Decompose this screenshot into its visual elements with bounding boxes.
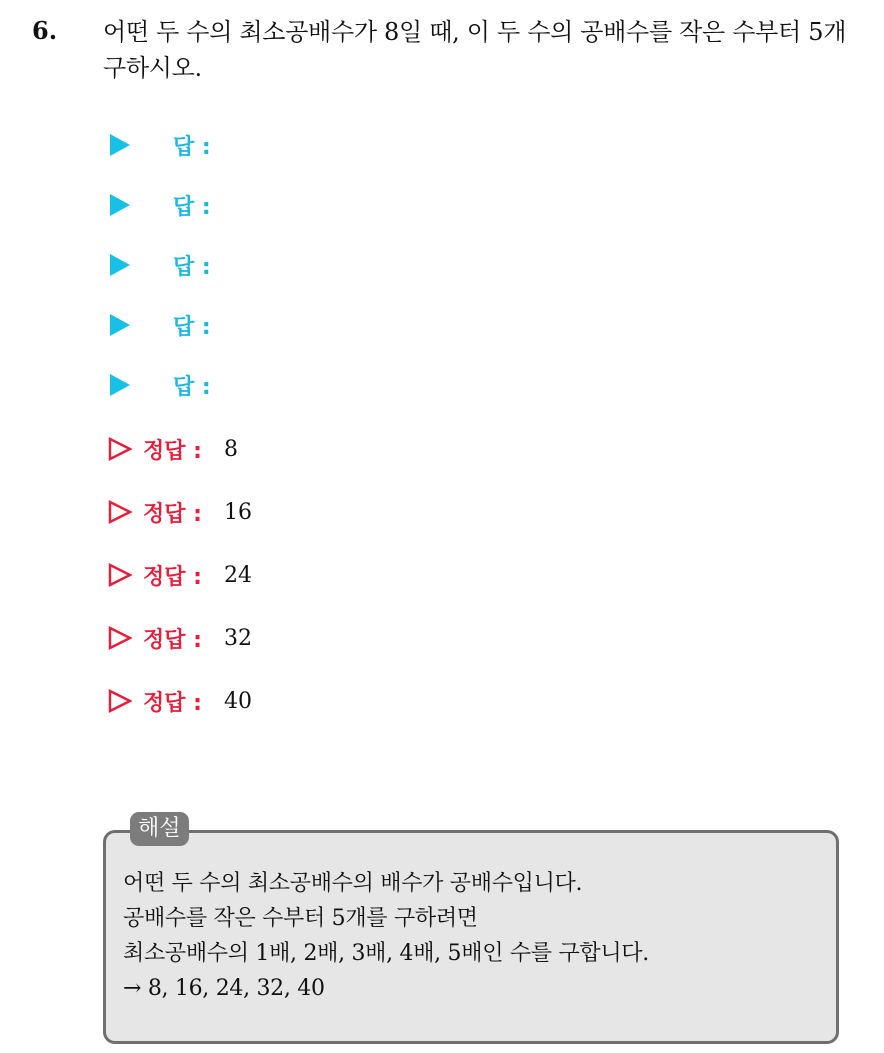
answer-row[interactable] [108, 247, 211, 283]
correct-answer-row [108, 557, 252, 593]
correct-answer-value: 16 [223, 499, 252, 525]
correct-answer-value: 24 [223, 562, 252, 588]
correct-answer-row [108, 620, 252, 656]
answer-row[interactable] [108, 127, 211, 163]
correct-answer-label: 정답 : [143, 627, 202, 653]
correct-answer-row [108, 431, 238, 467]
outline-triangle-icon [108, 689, 132, 713]
play-triangle-icon [110, 374, 130, 396]
correct-answer-row [108, 683, 252, 719]
answer-label: 답 : [173, 314, 211, 340]
correct-answer-label: 정답 : [143, 690, 202, 716]
correct-answer-label: 정답 : [143, 501, 202, 527]
explanation-text [123, 866, 823, 1006]
question-text: 어떤 두 수의 최소공배수가 8일 때, 이 두 수의 공배수를 작은 수부터 5개 구하시오. [103, 18, 847, 82]
question-number: 6. [32, 16, 58, 45]
play-triangle-icon [110, 254, 130, 276]
outline-triangle-icon [108, 437, 132, 461]
play-triangle-icon [110, 314, 130, 336]
answer-row[interactable] [108, 307, 211, 343]
answer-label: 답 : [173, 194, 211, 220]
correct-answer-label: 정답 : [143, 438, 202, 464]
correct-answer-value: 40 [223, 688, 252, 714]
correct-answer-value: 32 [223, 625, 252, 651]
answer-label: 답 : [173, 134, 211, 160]
outline-triangle-icon [108, 626, 132, 650]
answer-label: 답 : [173, 374, 211, 400]
explanation-line: 공배수를 작은 수부터 5개를 구하려면 [123, 906, 478, 931]
answer-row[interactable] [108, 367, 211, 403]
answer-row[interactable] [108, 187, 211, 223]
explanation-line: 최소공배수의 1배, 2배, 3배, 4배, 5배인 수를 구합니다. [123, 941, 649, 966]
correct-answer-row [108, 494, 252, 530]
correct-answer-label: 정답 : [143, 564, 202, 590]
play-triangle-icon [110, 134, 130, 156]
correct-answer-value: 8 [223, 436, 238, 462]
play-triangle-icon [110, 194, 130, 216]
explanation-line: → 8, 16, 24, 32, 40 [123, 976, 325, 1001]
outline-triangle-icon [108, 500, 132, 524]
explanation-tag: 해설 [130, 812, 189, 846]
answer-label: 답 : [173, 254, 211, 280]
explanation-line: 어떤 두 수의 최소공배수의 배수가 공배수입니다. [123, 871, 583, 896]
outline-triangle-icon [108, 563, 132, 587]
